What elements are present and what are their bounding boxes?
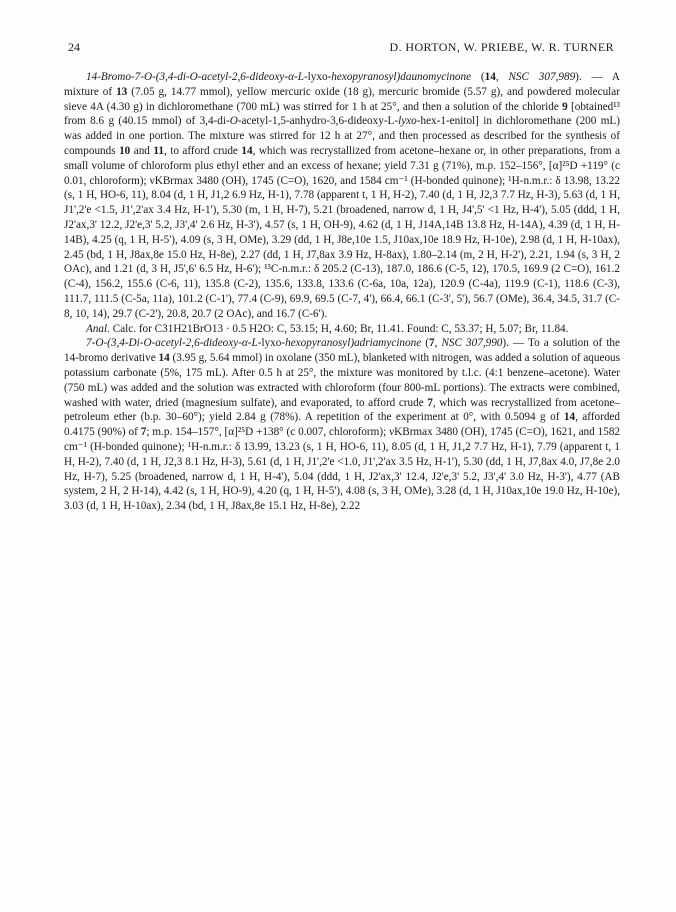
text-run: 10 <box>119 144 131 157</box>
text-run: (3.95 g, 5.64 mmol) in oxolane (350 mL), blanketed with nitrogen, was added a solution of aqueous potassium carbonate (5%, 175 mL). After 0.5 h at 25°, the mixture was monitored by t.l.c. (4:1 benzene–acetone). Water (750 mL) was added and the solution was extracted with chloroform (four 800-mL portions). The extracts were combined, washed with water, dried (magnesium sulfate), and evaporated, to afford crude <box>64 352 620 409</box>
text-run: lyxo <box>261 337 282 350</box>
text-run: 14 <box>158 352 170 365</box>
text-run: -hex-1-enitol] in dichloromethane (200 mL) was added in one portion. The mixture was stirred for 12 h at 27°, and then processed as described for the synthesis of compounds <box>64 115 620 157</box>
text-run: 7 <box>427 396 433 409</box>
text-run: , to afford crude <box>163 144 242 157</box>
text-run: -hexopyranosyl)daunomycinone <box>327 71 472 83</box>
text-run: Anal. <box>86 322 110 335</box>
paragraph-analysis <box>64 322 620 337</box>
text-run: 7-O-(3,4-Di-O-acetyl-2,6-dideoxy-α-L- <box>86 337 262 350</box>
text-run: , which was recrystallized from acetone–hexane or, in other preparations, from a small volume of chloroform plus ethyl ether and an excess of hexane; yield 7.31 g (71%), m.p. 152–156°, [α]²⁵D +119° (c 0.01, chloroform); νKBrmax 3480 (OH), 1745 (C=O), 1620, and 1584 cm⁻¹ (H-bonded quinone); ¹H-n.m.r.: δ 13.98, 13.22 (s, 1 H, HO-6, 11), 8.04 (d, 1 H, J1,2 6.9 Hz, H-1), 7.78 (apparent t, 1 H, H-2), 7.40 (d, 1 H, J2,3 7.7 Hz, H-3), 5.63 (d, 1 H, J1',2'e <1.5, J1',2'ax 3.4 Hz, H-1'), 5.30 (m, 1 H, H-7), 5.21 (broadened, narrow d, 1 H, J4',5' <1 Hz, H-4'), 5.05 (ddd, 1 H, J2'ax,3' 12.2, J2'e,3' 5.2, J3',4' 2.6 Hz, H-3'), 4.57 (s, 1 H, OH-9), 4.62 (d, 1 H, J14A,14B 13.8 Hz, H-14A), 4.39 (d, 1 H, H-14B), 4.25 (q, 1 H, H-5'), 4.09 (s, 3 H, OMe), 3.29 (dd, 1 H, J8e,10e 1.5, J10ax,10e 18.9 Hz, H-10e), 2.98 (d, 1 H, H-10ax), 2.45 (bd, 1 H, J8ax,8e 15.0 Hz, H-8e), 2.27 (dd, 1 H, J7,8ax 3.9 Hz, H-8ax), 1.80–2.14 (m, 2 H, H-2'), 2.21, 1.94 (s, 3 H, 2 OAc), and 1.21 (d, 3 H, J5',6' 6.5 Hz, H-6'); ¹³C-n.m.r.: δ 205.2 (C-13), 187.0, 186.6 (C-5, 12), 170.5, 169.9 (2 C=O), 161.2 (C-4), 156.2, 155.6 (C-6, 11), 135.8 (C-2), 135.6, 133.8, 133.6 (C-6a, 10a, 12a), 120.9 (C-4a), 119.9 (C-1), 118.6 (C-3), 111.7, 111.5 (C-5a, 11a), 101.2 (C-1'), 77.4 (C-9), 69.9, 69.5 (C-7, 4'), 66.4, 66.1 (C-3', 5'), 56.7 (OMe), 36.4, 34.5, 31.7 (C-8, 10, 14), 29.7 (C-2'), 20.8, 20.7 (2 OAc), and 16.7 (C-6'). <box>64 144 620 320</box>
text-run: 14 <box>563 411 576 424</box>
text-run: and <box>130 144 154 157</box>
text-run: , afforded 0.4175 (90%) of <box>64 411 620 439</box>
text-run: -hexopyranosyl)adriamycinone <box>281 337 422 350</box>
text-run: 11 <box>153 144 164 157</box>
text-run: 9 <box>562 100 568 113</box>
text-run: 14-Bromo-7-O-(3,4-di-O-acetyl-2,6-dideoxy-α-L- <box>86 71 308 83</box>
text-run: NSC 307,989 <box>508 71 576 83</box>
page-header <box>68 40 614 56</box>
text-run: lyxo <box>307 71 328 83</box>
text-run: 7 <box>140 426 147 439</box>
paragraph-compound-14 <box>64 70 620 322</box>
text-run: 7 <box>428 337 435 350</box>
text-run: , <box>434 337 442 350</box>
text-run: (7.05 g, 14.77 mmol), yellow mercuric oxide (18 g), mercuric bromide (5.57 g), and powdered molecular sieve 4A (4.30 g) in dichloromethane (700 mL) was stirred for 1 h at 25°, and then a solution of the chloride <box>64 85 620 113</box>
text-run: 14 <box>241 144 253 157</box>
text-run: lyxo <box>398 115 417 128</box>
text-run: O <box>229 115 238 128</box>
page-number: 24 <box>68 40 80 54</box>
text-run: NSC 307,990 <box>441 337 503 350</box>
text-run: [obtained¹³ from 8.6 g (40.15 mmol) of 3,4-di- <box>64 100 620 128</box>
text-run: Calc. for C31H21BrO13 · 0.5 H2O: C, 53.15; H, 4.60; Br, 11.41. Found: C, 53.37; H, 5.07; Br, 11.84. <box>109 322 569 335</box>
text-run: ( <box>471 71 485 83</box>
text-run: 13 <box>116 85 128 98</box>
paragraph-compound-7 <box>64 336 620 514</box>
text-run: , <box>495 71 509 83</box>
running-head: D. HORTON, W. PRIEBE, W. R. TURNER <box>389 40 614 54</box>
body-text <box>64 70 620 514</box>
text-run: ). — To a solution of the 14-bromo derivative <box>64 337 620 365</box>
text-run: 14 <box>484 71 496 83</box>
text-run: -acetyl-1,5-anhydro-3,6-dideoxy-L- <box>237 115 399 128</box>
text-run: , which was recrystallized from acetone–petroleum ether (b.p. 30–60°); yield 2.84 g (78%). A repetition of the experiment at 0°, with 0.5094 g of <box>64 396 620 424</box>
text-run: ). — A mixture of <box>64 71 620 98</box>
text-run: ( <box>421 337 429 350</box>
text-run: ; m.p. 154–157°, [α]²⁵D +138° (c 0.007, chloroform); νKBrmax 3480 (OH), 1745 (C=O), 1621, and 1582 cm⁻¹ (H-bonded quinone); ¹H-n.m.r.: δ 13.99, 13.23 (s, 1 H, HO-6, 11), 8.05 (d, 1 H, J1,2 7.7 Hz, H-1), 7.79 (apparent t, 1 H, H-2), 7.40 (d, 1 H, J2,3 8.1 Hz, H-3), 5.61 (d, 1 H, J1',2'e <1.0, J1',2'ax 3.5 Hz, H-1'), 5.30 (dd, 1 H, J7,8ax 4.0, J7,8e 2.0 Hz, H-7), 5.25 (broadened, narrow d, 1 H, H-4'), 5.04 (ddd, 1 H, J2'ax,3' 12.4, J2'e,3' 5.2, J3',4' 3.0 Hz, H-3'), 4.77 (AB system, 2 H, 2 H-14), 4.42 (s, 1 H, HO-9), 4.20 (q, 1 H, H-5'), 4.08 (s, 3 H, OMe), 3.28 (d, 1 H, J10ax,10e 19.0 Hz, H-10e), 3.03 (d, 1 H, H-10ax), 2.34 (bd, 1 H, J8ax,8e 15.1 Hz, H-8e), 2.22 <box>64 426 621 513</box>
